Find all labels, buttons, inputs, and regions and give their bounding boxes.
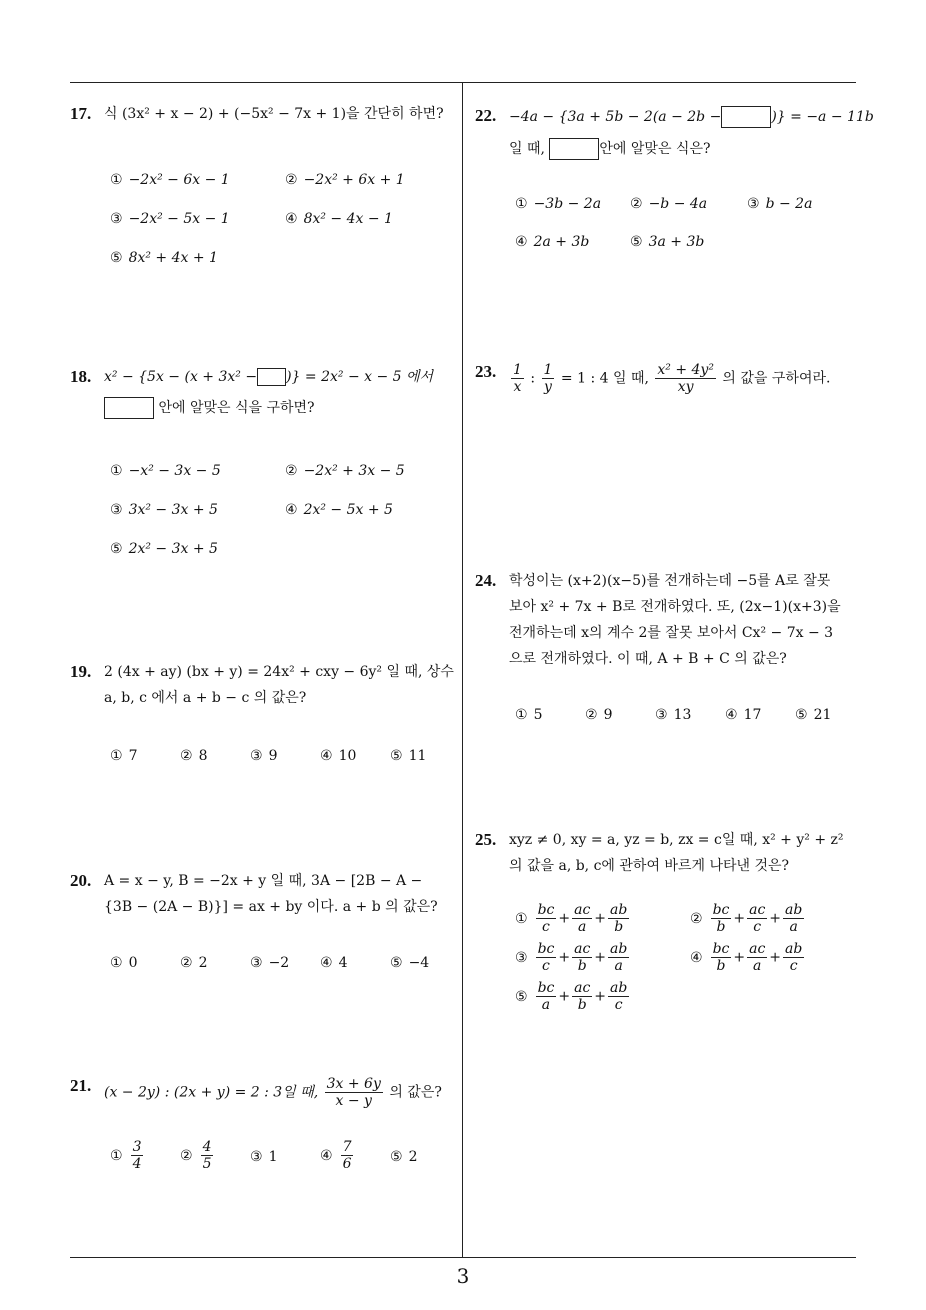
- problem-text: 보아 x² + 7x + B로 전개하였다. 또, (2x−1)(x+3)을: [509, 599, 841, 615]
- option-4[interactable]: ④ 2a + 3b: [515, 234, 590, 250]
- problem-text: 안에 알맞은 식은?: [599, 141, 711, 157]
- problem-19: [70, 662, 455, 770]
- option-4[interactable]: ④ 4: [320, 955, 348, 971]
- problem-text: )} = −a − 11b: [771, 109, 874, 125]
- top-rule: [70, 82, 856, 83]
- problem-number: 21.: [70, 1076, 92, 1095]
- problem-text: {3B − (2A − B)}] = ax + by 이다. a + b 의 값은?: [104, 899, 438, 915]
- problem-text: xyz ≠ 0, xy = a, yz = b, zx = c일 때, x² + y² + z²: [509, 832, 844, 848]
- answer-blank: [104, 397, 154, 419]
- problem-number: 22.: [475, 106, 497, 125]
- option-3[interactable]: ③ 1: [250, 1149, 278, 1165]
- fraction: $\frac{1}{x}$: [513, 362, 522, 395]
- problem-number: 20.: [70, 871, 92, 890]
- fraction: $\frac{\text{x² + 4y²}}{xy}$: [657, 362, 714, 395]
- problem-number: 19.: [70, 662, 92, 681]
- problem-text: a, b, c 에서 a + b − c 의 값은?: [104, 690, 307, 706]
- option-3[interactable]: ③ −2: [250, 955, 290, 971]
- answer-options: [70, 746, 455, 770]
- option-1[interactable]: ① −3b − 2a: [515, 196, 602, 212]
- problem-text: 의 값을 a, b, c에 관하여 바르게 나타낸 것은?: [509, 858, 790, 874]
- fraction: $\frac{1}{y}$: [543, 362, 553, 395]
- option-2[interactable]: ② 9: [585, 707, 613, 723]
- option-3[interactable]: ③ 3x² − 3x + 5: [110, 502, 218, 518]
- option-1[interactable]: ① −x² − 3x − 5: [110, 463, 221, 479]
- option-1[interactable]: ① $\frac{bc}{c}$ + $\frac{ac}{a}$ + $\frac{ab}{b}$: [515, 902, 628, 935]
- option-5[interactable]: ⑤ 3a + 3b: [630, 234, 705, 250]
- option-5[interactable]: ⑤ $\frac{bc}{a}$ + $\frac{ac}{b}$ + $\frac{ab}{c}$: [515, 980, 628, 1013]
- problem-24: [475, 571, 860, 729]
- problem-text: 식 (3x² + x − 2) + (−5x² − 7x + 1)을 간단히 하면?: [104, 106, 444, 122]
- problem-17: [70, 104, 455, 280]
- answer-options: [70, 953, 455, 977]
- problem-25: [475, 830, 860, 1022]
- option-1[interactable]: ① 7: [110, 748, 138, 764]
- answer-options: [475, 705, 860, 729]
- option-2[interactable]: ② −b − 4a: [630, 196, 708, 212]
- option-4[interactable]: ④ 8x² − 4x − 1: [285, 211, 393, 227]
- problem-number: 25.: [475, 830, 497, 849]
- problem-text: −4a − {3a + 5b − 2(a − 2b −: [509, 109, 722, 125]
- problem-text: = 1 : 4 일 때,: [560, 370, 649, 387]
- problem-text: 일 때,: [509, 141, 545, 157]
- problem-text: A = x − y, B = −2x + y 일 때, 3A − [2B − A −: [104, 873, 423, 889]
- option-3[interactable]: ③ $\frac{bc}{c}$ + $\frac{ac}{b}$ + $\frac{ab}{a}$: [515, 941, 628, 974]
- problem-21: [70, 1076, 455, 1179]
- option-5[interactable]: ⑤ −4: [390, 955, 430, 971]
- option-5[interactable]: ⑤ 2x² − 3x + 5: [110, 541, 218, 557]
- fraction: $\frac{3x + 6y}{x - y}$: [326, 1076, 381, 1109]
- option-1[interactable]: ① $\frac{3}{4}$: [110, 1139, 142, 1172]
- option-3[interactable]: ③ 13: [655, 707, 692, 723]
- bottom-rule: [70, 1257, 856, 1258]
- answer-options: [70, 461, 455, 571]
- problem-text: )} = 2x² − x − 5 에서: [286, 369, 434, 385]
- problem-18: [70, 367, 455, 571]
- problem-number: 23.: [475, 362, 497, 381]
- option-1[interactable]: ① 0: [110, 955, 138, 971]
- problem-text: 의 값을 구하여라.: [722, 370, 831, 387]
- option-4[interactable]: ④ 10: [320, 748, 357, 764]
- option-3[interactable]: ③ b − 2a: [747, 196, 813, 212]
- problem-text: 전개하는데 x의 계수 2를 잘못 보아서 Cx² − 7x − 3: [509, 625, 834, 641]
- problem-23: 23. $\frac{1}{x}$ : $\frac{1}{y}$ = 1 : 4 일 때, $\frac{\text{x² + 4y²}}{xy}$ 의 값을 구하여라.: [475, 362, 831, 395]
- option-2[interactable]: ② $\frac{4}{5}$: [180, 1139, 212, 1172]
- option-3[interactable]: ③ 9: [250, 748, 278, 764]
- problem-20: [70, 871, 455, 977]
- option-4[interactable]: ④ 2x² − 5x + 5: [285, 502, 393, 518]
- problem-text: 2 (4x + ay) (bx + y) = 24x² + cxy − 6y² 일 때, 상수: [104, 664, 454, 680]
- option-5[interactable]: ⑤ 11: [390, 748, 427, 764]
- problem-text: 의 값은?: [389, 1084, 442, 1101]
- problem-text: (x − 2y) : (2x + y) = 2 : 3일 때,: [104, 1084, 319, 1101]
- answer-options: [70, 170, 455, 280]
- option-2[interactable]: ② 8: [180, 748, 208, 764]
- problem-22: [475, 106, 874, 254]
- option-4[interactable]: ④ $\frac{bc}{b}$ + $\frac{ac}{a}$ + $\frac{ab}{c}$: [690, 941, 803, 974]
- option-4[interactable]: ④ 17: [725, 707, 762, 723]
- page-number: 3: [456, 1264, 470, 1288]
- option-2[interactable]: ② −2x² + 3x − 5: [285, 463, 405, 479]
- problem-text: 안에 알맞은 식을 구하면?: [158, 400, 315, 416]
- answer-blank: [549, 138, 599, 160]
- option-1[interactable]: ① −2x² − 6x − 1: [110, 172, 230, 188]
- option-2[interactable]: ② −2x² + 6x + 1: [285, 172, 405, 188]
- option-2[interactable]: ② $\frac{bc}{b}$ + $\frac{ac}{c}$ + $\frac{ab}{a}$: [690, 902, 803, 935]
- option-4[interactable]: ④ $\frac{7}{6}$: [320, 1139, 352, 1172]
- option-5[interactable]: ⑤ 2: [390, 1149, 418, 1165]
- option-3[interactable]: ③ −2x² − 5x − 1: [110, 211, 230, 227]
- answer-options: [70, 1139, 455, 1179]
- column-divider: [462, 82, 463, 1258]
- option-2[interactable]: ② 2: [180, 955, 208, 971]
- option-5[interactable]: ⑤ 21: [795, 707, 832, 723]
- answer-options: [475, 902, 860, 1022]
- problem-text: x² − {5x − (x + 3x² −: [104, 369, 258, 385]
- option-5[interactable]: ⑤ 8x² + 4x + 1: [110, 250, 218, 266]
- answer-blank: [257, 368, 286, 386]
- answer-blank: [721, 106, 771, 128]
- problem-number: 24.: [475, 571, 497, 590]
- answer-options: [475, 194, 860, 254]
- problem-text: 학성이는 (x+2)(x−5)를 전개하는데 −5를 A로 잘못: [509, 573, 831, 589]
- option-1[interactable]: ① 5: [515, 707, 543, 723]
- problem-number: 18.: [70, 367, 92, 386]
- problem-text: 으로 전개하였다. 이 때, A + B + C 의 값은?: [509, 651, 787, 667]
- problem-number: 17.: [70, 104, 92, 123]
